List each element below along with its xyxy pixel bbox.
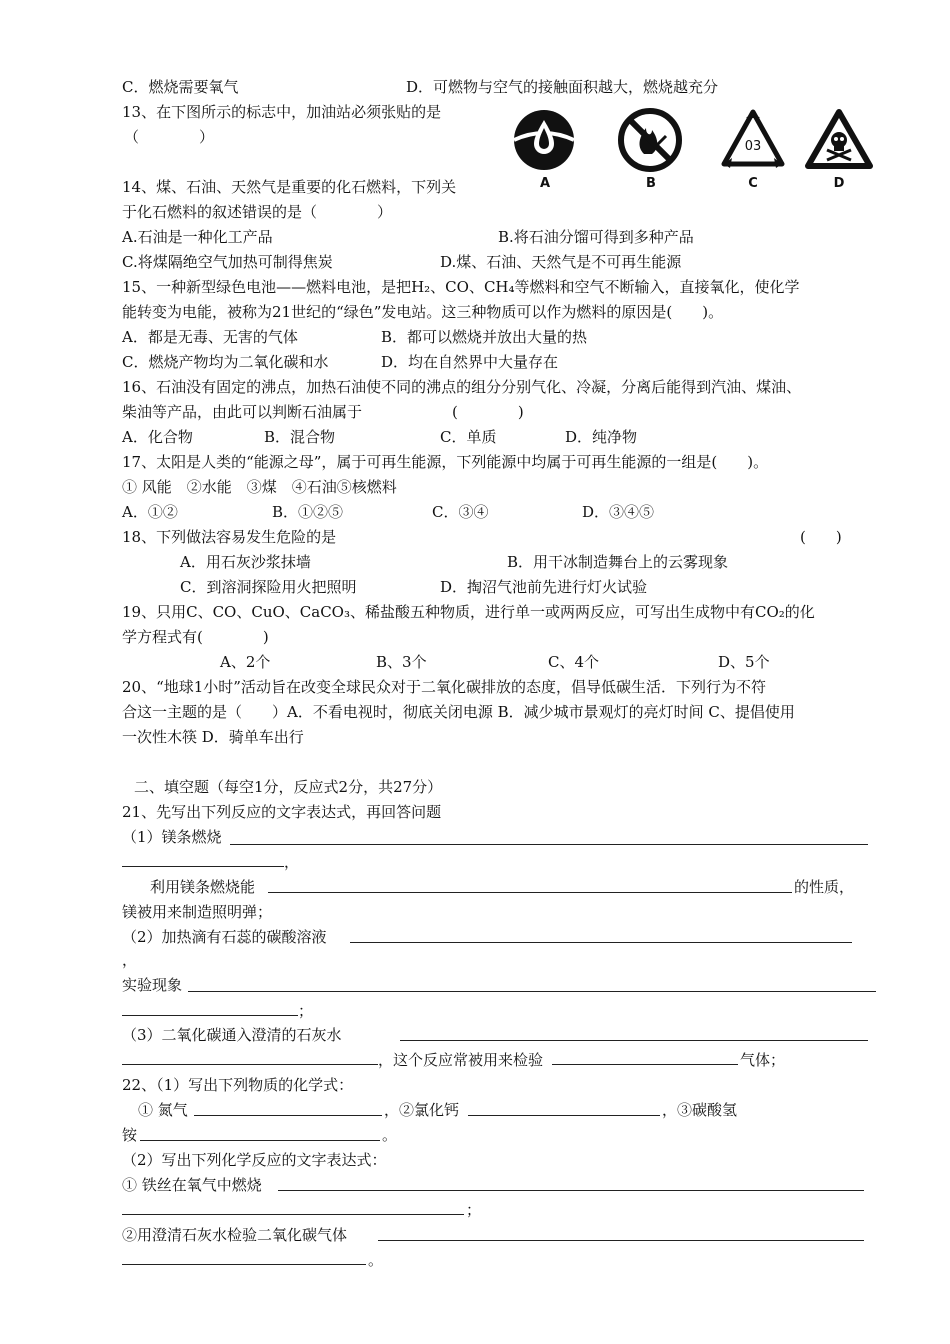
q21-part2-blank[interactable]: [350, 942, 852, 943]
q22-reaction1-blank-cont[interactable]: [122, 1214, 464, 1215]
q22-item1-label: ① 氮气: [138, 1101, 188, 1119]
q16-stem-line1: 16、石油没有固定的沸点，加热石油使不同的沸点的组分分别气化、冷凝，分离后能得到汽油、煤油、: [122, 378, 802, 396]
q21-use-blank[interactable]: [268, 892, 792, 893]
q22-reaction2-period: 。: [368, 1251, 384, 1269]
q18-stem: 18、下列做法容易发生危险的是: [122, 528, 337, 546]
q21-gas-blank[interactable]: [552, 1064, 738, 1065]
q18-option-a: A．用石灰沙浆抹墙: [180, 553, 311, 571]
sign-a: [508, 106, 582, 196]
q14-stem-line2: 于化石燃料的叙述错误的是（ ）: [122, 203, 393, 221]
q22-reaction2-blank[interactable]: [378, 1240, 864, 1241]
q14-option-a: A.石油是一种化工产品: [122, 228, 273, 246]
q21-use-suffix: 的性质，: [794, 878, 855, 896]
q22-item3-period: 。: [382, 1126, 398, 1144]
q21-phenomenon-blank[interactable]: [188, 991, 876, 992]
q15-stem-line1: 15、一种新型绿色电池——燃料电池，是把H₂、CO、CH₄等燃料和空气不断输入，直接氧化，使化学: [122, 278, 800, 296]
q16-option-a: A．化合物: [122, 428, 193, 446]
q19-option-c: C、4个: [548, 653, 600, 671]
q21-part1-label: （1）镁条燃烧: [122, 828, 222, 846]
q22-reaction1-semicolon: ；: [466, 1201, 482, 1219]
q20-line1: 20、“地球1小时”活动旨在改变全球民众对于二氧化碳排放的态度，倡导低碳生活．下列行为不符: [122, 678, 766, 696]
q13-sign-figure: [508, 106, 878, 196]
q21-phenomenon-semicolon: ；: [298, 1002, 314, 1020]
sign-d-label: D: [833, 176, 845, 191]
q22-item3-label: ，③碳酸氢: [662, 1101, 738, 1119]
sign-b: [614, 106, 688, 196]
q21-often-text: ，这个反应常被用来检验: [378, 1051, 544, 1069]
q22-item2-blank[interactable]: [468, 1115, 660, 1116]
q12-option-d: D．可燃物与空气的接触面积越大，燃烧越充分: [406, 78, 719, 96]
q18-answer-paren: ( ): [800, 528, 842, 546]
no-fire-sign-icon: [614, 106, 688, 174]
q17-stem: 17、太阳是人类的“能源之母”，属于可再生能源，下列能源中均属于可再生能源的一组是( )。: [122, 453, 769, 471]
q15-option-d: D．均在自然界中大量存在: [381, 353, 559, 371]
q16-option-d: D．纯净物: [565, 428, 638, 446]
section-two-title: 二、填空题（每空1分，反应式2分，共27分）: [134, 778, 443, 796]
q21-stem: 21、先写出下列反应的文字表达式，再回答问题: [122, 803, 442, 821]
q12-option-c: C．燃烧需要氧气: [122, 78, 239, 96]
q19-option-d: D、5个: [718, 653, 770, 671]
q17-option-a: A．①②: [122, 503, 178, 521]
sign-b-label: B: [646, 176, 656, 191]
q21-phenomenon-label: 实验现象: [122, 976, 183, 994]
q22-item2-label: ，②氯化钙: [384, 1101, 460, 1119]
q13-stem: 13、在下图所示的标志中，加油站必须张贴的是: [122, 103, 442, 121]
q22-item3-label-cont: 铵: [122, 1126, 138, 1144]
q18-option-b: B．用干冰制造舞台上的云雾现象: [507, 553, 729, 571]
sign-a-label: A: [539, 176, 551, 191]
q22-stem: 22、（1）写出下列物质的化学式：: [122, 1076, 354, 1094]
q14-option-d: D.煤、石油、天然气是不可再生能源: [440, 253, 682, 271]
q21-part3-blank[interactable]: [400, 1040, 868, 1041]
q19-option-a: A、2个: [220, 653, 271, 671]
q20-line2: 合这一主题的是（ ）A．不看电视时，彻底关闭电源 B．减少城市景观灯的亮灯时间 C、提倡使用: [122, 703, 795, 721]
q21-part3-blank-cont[interactable]: [122, 1064, 378, 1065]
q21-gas-text: 气体；: [740, 1051, 786, 1069]
q16-option-b: B．混合物: [264, 428, 336, 446]
q15-option-c: C．燃烧产物均为二氧化碳和水: [122, 353, 329, 371]
sign-c-label: C: [748, 176, 758, 191]
q21-use-prefix: 利用镁条燃烧能: [150, 878, 256, 896]
q14-option-b: B.将石油分馏可得到多种产品: [498, 228, 694, 246]
q22-reaction2-blank-cont[interactable]: [122, 1264, 366, 1265]
q14-option-c: C.将煤隔绝空气加热可制得焦炭: [122, 253, 333, 271]
q21-phenomenon-blank-cont[interactable]: [122, 1015, 298, 1016]
q13-answer-paren: （ ）: [124, 128, 215, 146]
q16-answer-paren: ( ): [452, 403, 524, 421]
q21-part3-label: （3）二氧化碳通入澄清的石灰水: [122, 1026, 342, 1044]
q17-items: ① 风能 ②水能 ③煤 ④石油⑤核燃料: [122, 478, 397, 496]
q21-part1-comma: ，: [284, 853, 300, 871]
q15-option-b: B．都可以燃烧并放出大量的热: [381, 328, 588, 346]
q15-option-a: A．都是无毒、无害的气体: [122, 328, 298, 346]
q21-part2-label: （2）加热滴有石蕊的碳酸溶液: [122, 928, 327, 946]
q16-option-c: C．单质: [440, 428, 497, 446]
q14-stem-line1: 14、煤、石油、天然气是重要的化石燃料，下列关: [122, 178, 457, 196]
toxic-sign-icon: [802, 106, 876, 174]
q22-part2-label: （2）写出下列化学反应的文字表达式：: [122, 1151, 387, 1169]
q19-stem-line2: 学方程式有( ): [122, 628, 269, 646]
q17-option-b: B．①②⑤: [272, 503, 344, 521]
recycle-sign-icon: [716, 106, 790, 174]
q22-reaction2-label: ②用澄清石灰水检验二氧化碳气体: [122, 1226, 348, 1244]
q22-reaction1-label: ① 铁丝在氧气中燃烧: [122, 1176, 262, 1194]
q16-stem-line2: 柴油等产品，由此可以判断石油属于: [122, 403, 363, 421]
q15-stem-line2: 能转变为电能，被称为21世纪的“绿色”发电站。这三种物质可以作为燃料的原因是( )。: [122, 303, 724, 321]
recycle-code-text: 03: [744, 139, 762, 154]
sign-d: [802, 106, 876, 196]
q21-use-line2: 镁被用来制造照明弹；: [122, 903, 273, 921]
q17-option-d: D．③④⑤: [582, 503, 655, 521]
q21-part1-blank[interactable]: [230, 844, 868, 845]
q19-option-b: B、3个: [376, 653, 427, 671]
sign-c: [716, 106, 790, 196]
q18-option-c: C．到溶洞探险用火把照明: [180, 578, 357, 596]
q19-stem-line1: 19、只用C、CO、CuO、CaCO₃、稀盐酸五种物质，进行单一或两两反应，可写出生成物中有CO₂的化: [122, 603, 815, 621]
q22-item3-blank[interactable]: [140, 1140, 380, 1141]
q20-line3: 一次性木筷 D．骑单车出行: [122, 728, 304, 746]
q22-item1-blank[interactable]: [194, 1115, 382, 1116]
q17-option-c: C．③④: [432, 503, 489, 521]
q18-option-d: D．掏沼气池前先进行灯火试验: [440, 578, 648, 596]
q21-part1-blank-cont[interactable]: [122, 866, 284, 867]
q21-part2-comma: ，: [122, 951, 138, 969]
water-drop-sign-icon: [508, 106, 582, 174]
q22-reaction1-blank[interactable]: [278, 1190, 864, 1191]
